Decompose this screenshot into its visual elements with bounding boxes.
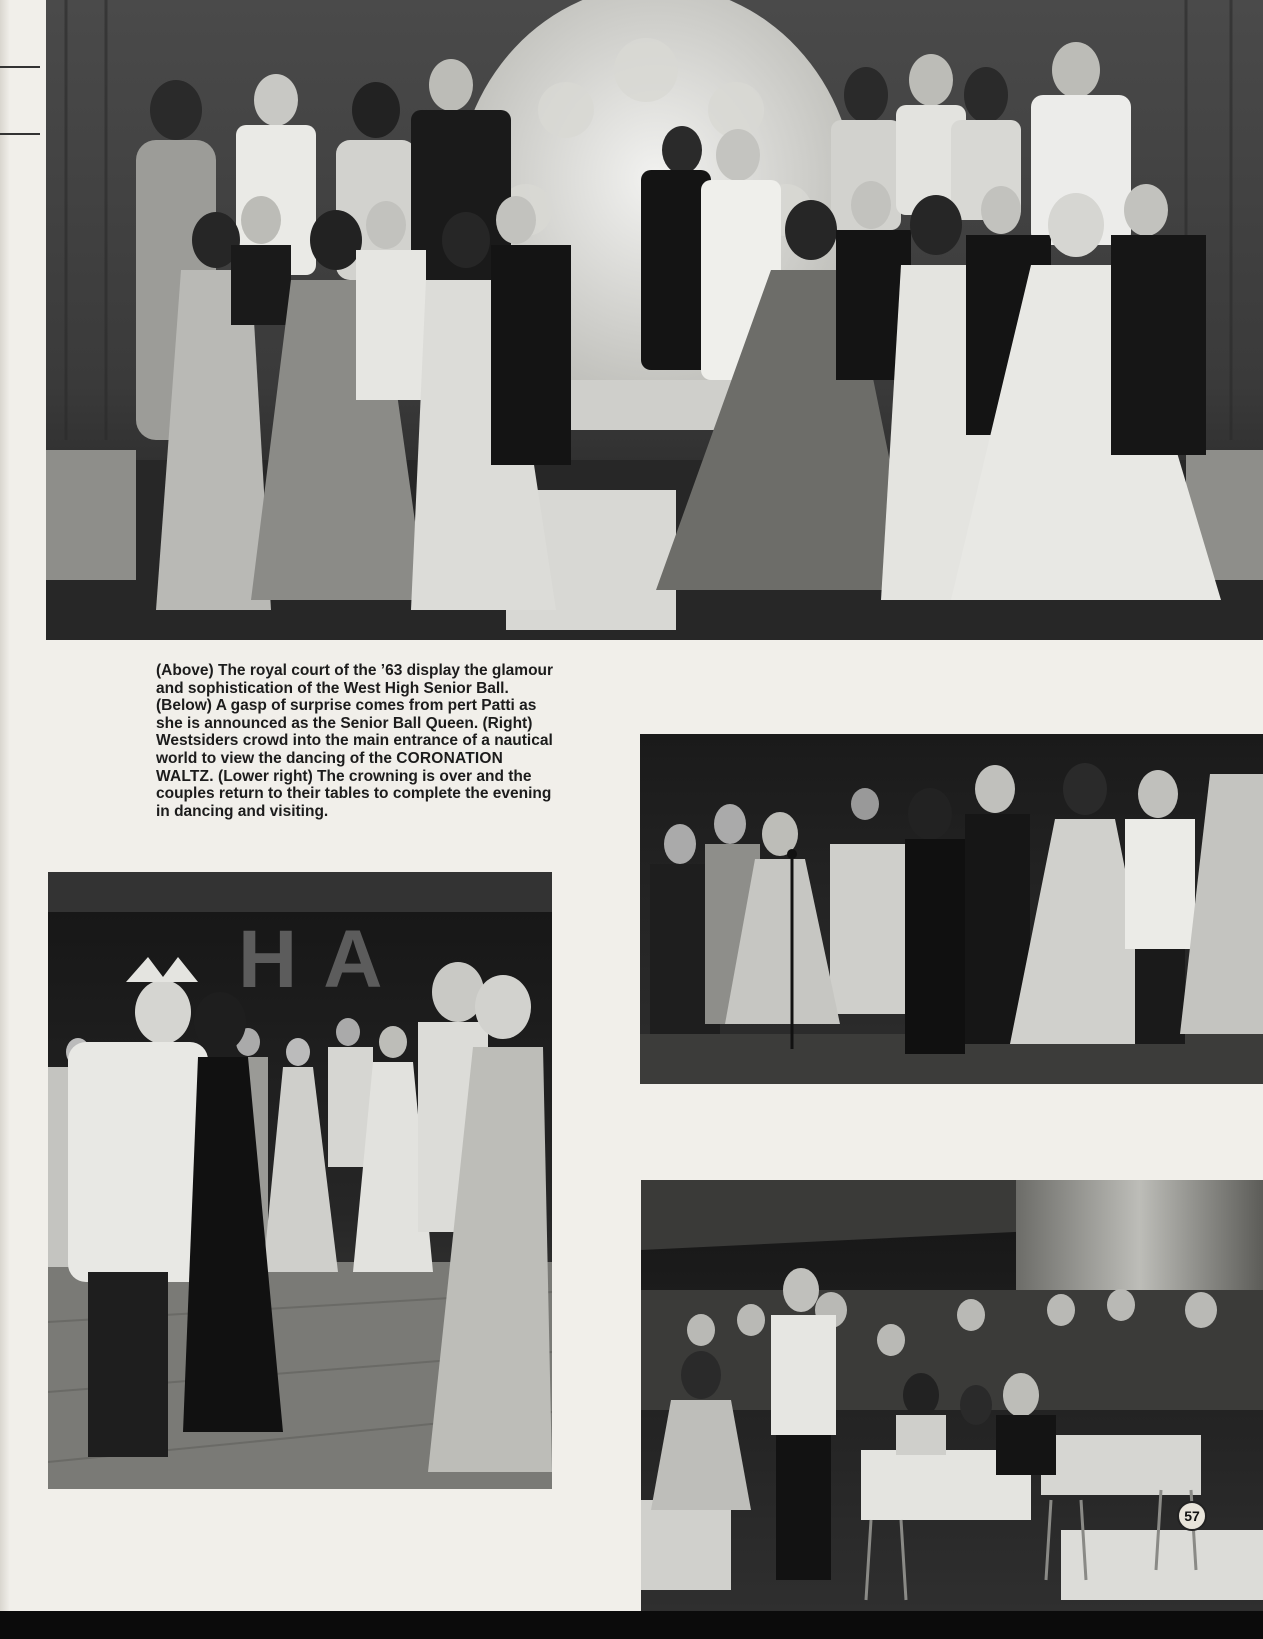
royal-court-photo (46, 0, 1263, 640)
caption-text: (Above) The royal court of the ’63 display the glamour and sophistication of the West High Senior Ball. (Below) A gasp of surprise comes from pert Patti as she is announced as the Senior Ball Queen. (Right) Westsiders crowd into the main entrance of a nautical world to view the dancing of the (156, 662, 554, 767)
caption-text-continued: (Lower right) The crowning is over and the couples return to their tables to complete the evening in dancing and visiting. (156, 767, 552, 820)
queen-announcement-photo (640, 734, 1263, 1084)
margin-rule (0, 133, 40, 135)
page-binding-edge (0, 0, 10, 1639)
banner-letters: HA (238, 914, 409, 1005)
caption-emphasis: CORONATION WALTZ. (156, 749, 504, 785)
margin-rule (0, 66, 40, 68)
coronation-waltz-photo (48, 872, 552, 1489)
scan-bottom-border (0, 1611, 1263, 1639)
couples-at-tables-photo (641, 1180, 1263, 1611)
photo-caption (156, 662, 556, 820)
page-number-badge: 57 (1177, 1501, 1207, 1531)
